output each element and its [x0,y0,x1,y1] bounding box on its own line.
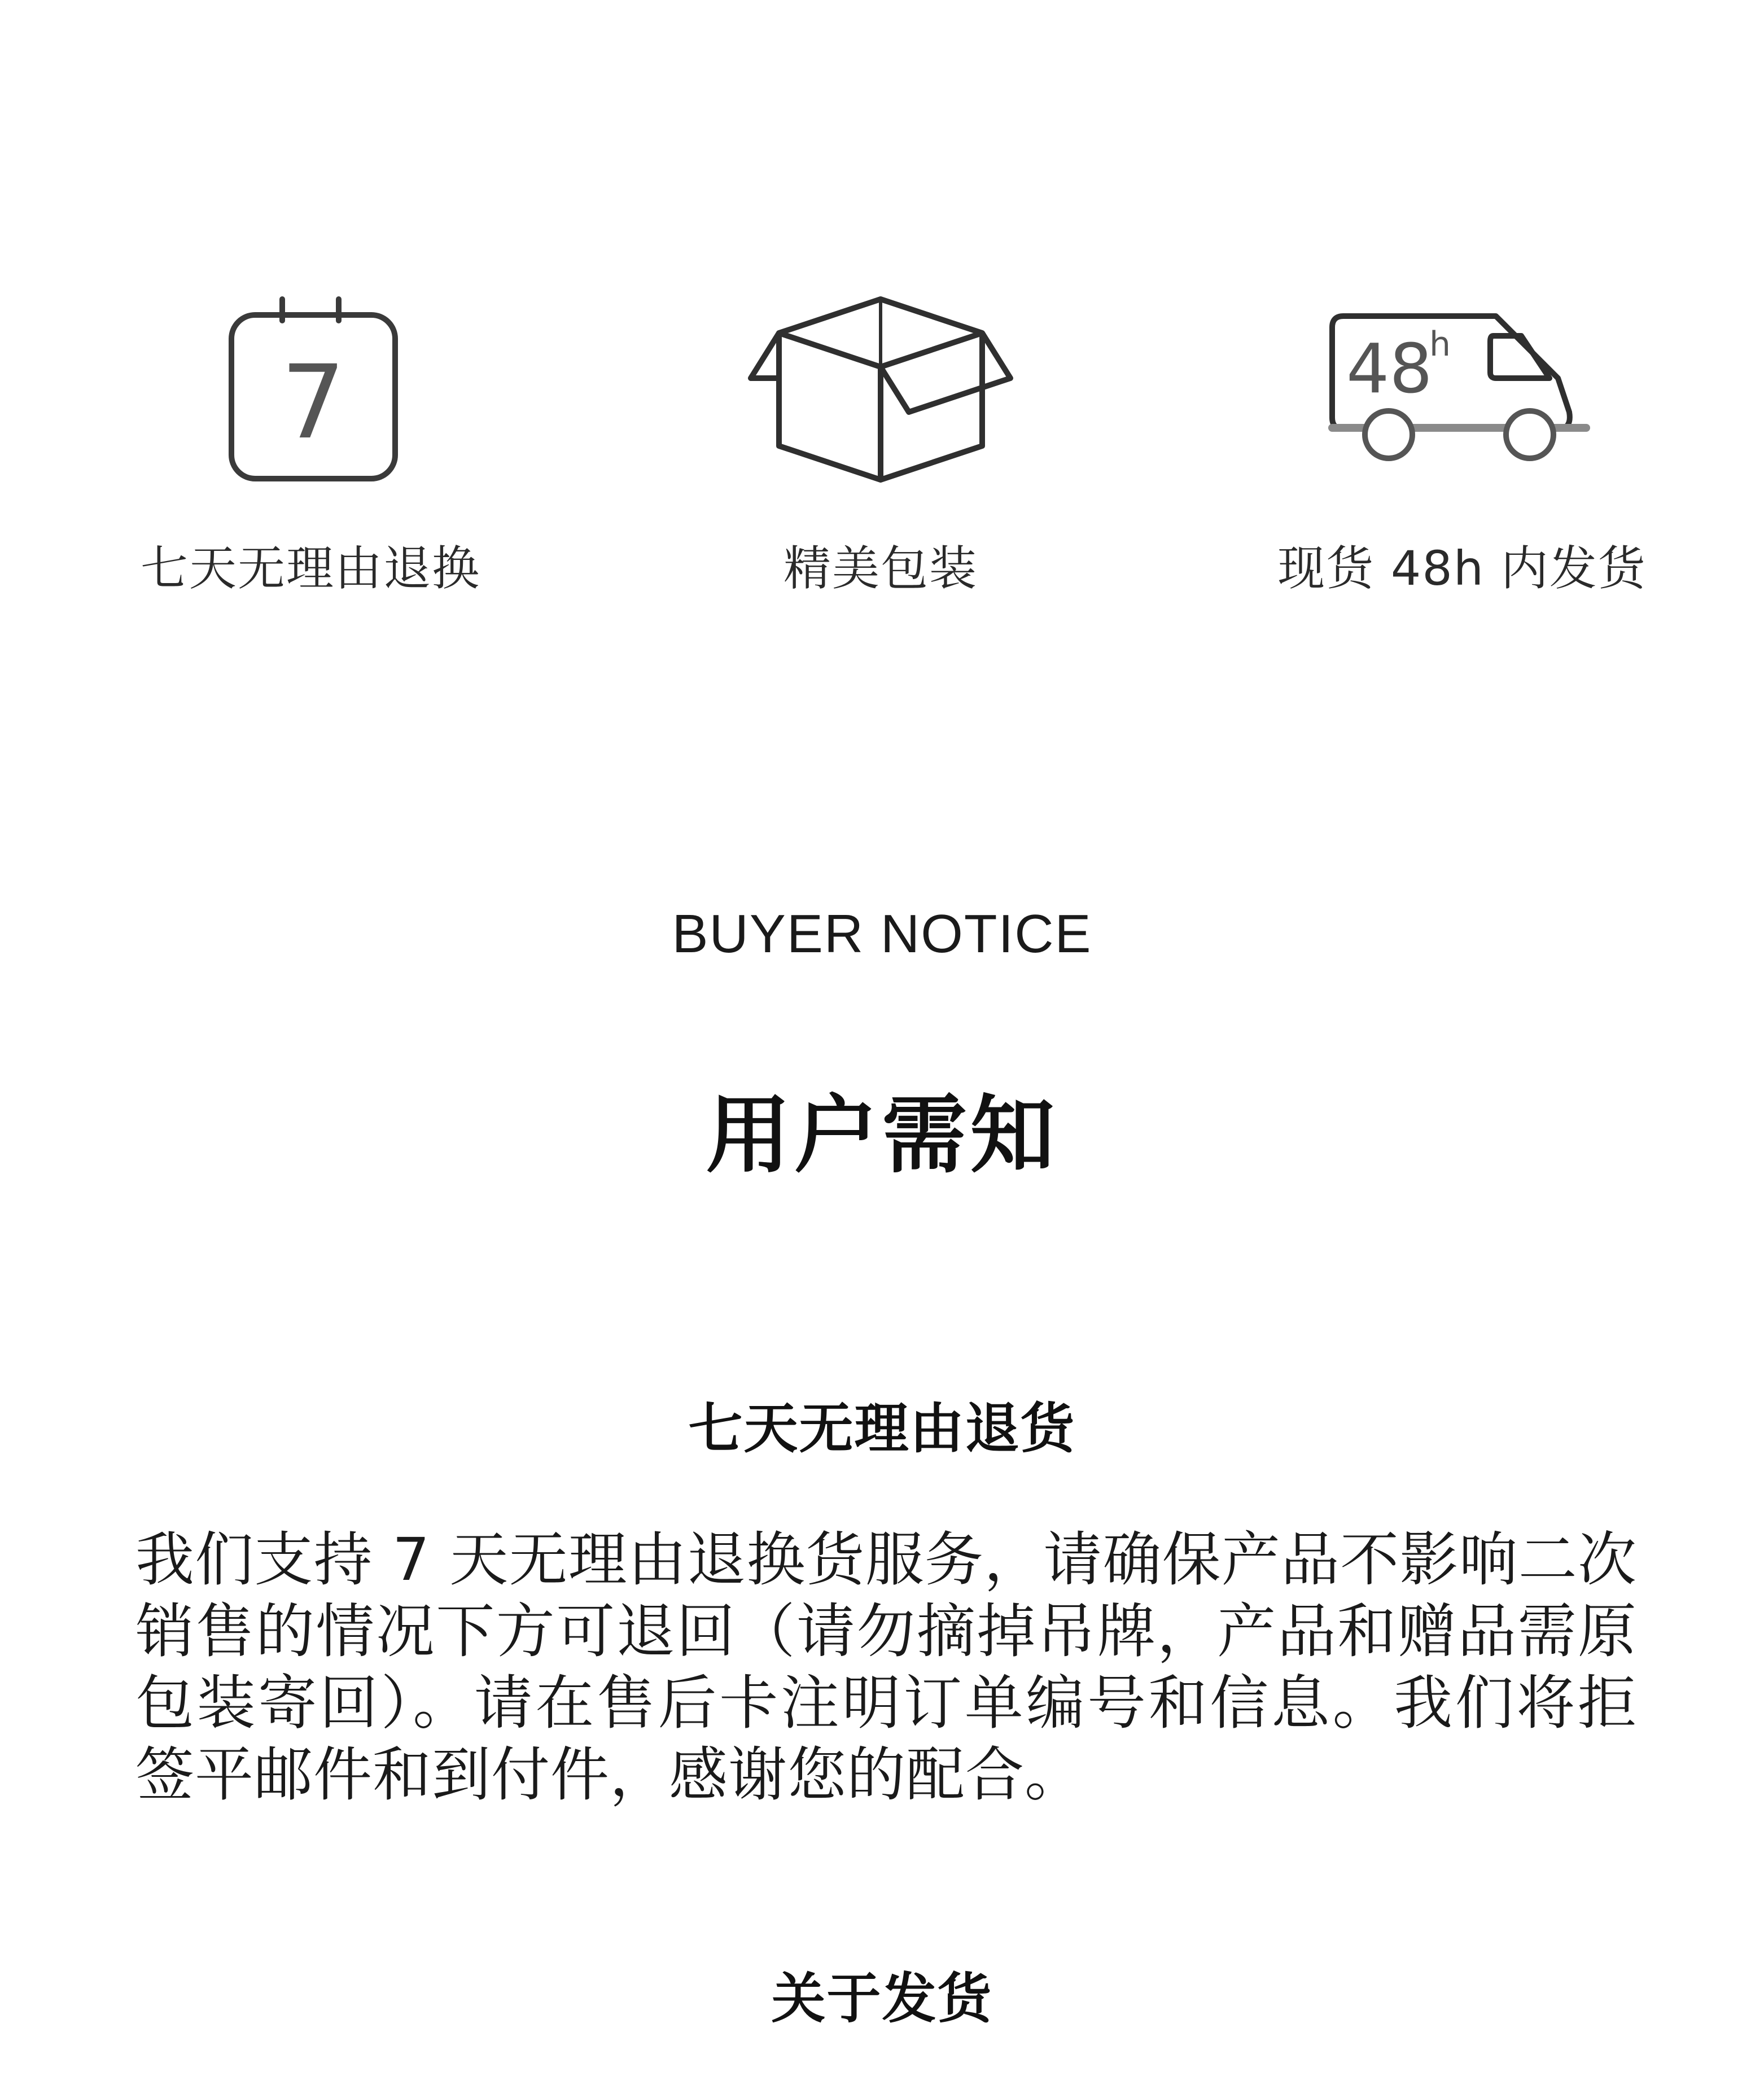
feature-label-shipping: 现货 48h 内发货 [1277,541,1647,596]
section-body-return: 我们支持 7 天无理由退换货服务，请确保产品不影响二次销售的情况下方可退回（请勿摘掉吊牌，产品和赠品需原包装寄回）。请在售后卡注明订单编号和信息。我们将拒签平邮件和到付件，感谢您的配合。 [135,1525,1637,1809]
gift-box-icon [745,294,1016,485]
section-title-shipping: 关于发货 [771,1967,993,2030]
feature-label-packaging: 精美包装 [783,541,978,596]
service-features [0,294,1764,610]
svg-text:h: h [1429,325,1451,364]
notice-title-en: BUYER NOTICE [672,904,1092,964]
notice-title-cn: 用户需知 [706,1087,1058,1185]
calendar-7-icon [215,294,406,485]
svg-text:7: 7 [281,344,346,462]
svg-text:48: 48 [1346,330,1433,409]
feature-packaging [666,294,1095,599]
feature-seven-day-return [96,294,525,599]
feature-48h-shipping [1248,294,1677,599]
delivery-truck-icon [1310,294,1614,485]
feature-label-return: 七天无理由退换 [140,541,480,596]
section-title-return: 七天无理由退货 [688,1397,1076,1460]
